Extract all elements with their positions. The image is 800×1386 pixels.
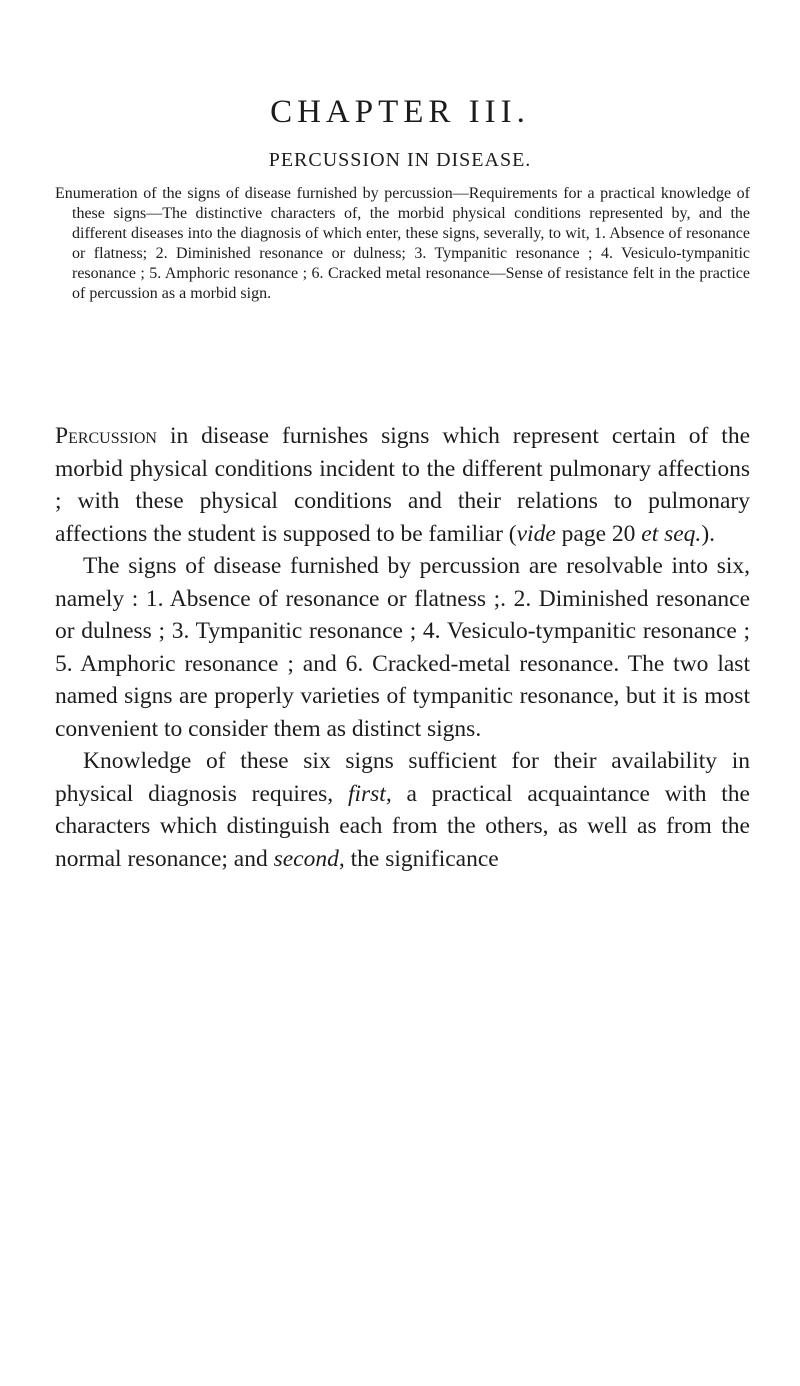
- paragraph-1: [55, 420, 750, 550]
- paragraph-3-text-b: a practical acquaintance with the characters which distinguish each from the others, as well as from the normal resonance; and: [55, 780, 750, 872]
- paragraph-1-text-b: page 20: [555, 520, 642, 547]
- paragraph-3: [55, 745, 750, 875]
- paragraph-3-second: second,: [273, 845, 345, 872]
- section-title: PERCUSSION IN DISEASE.: [268, 149, 532, 171]
- paragraph-1-text-c: ).: [701, 520, 716, 547]
- chapter-synopsis: [55, 184, 750, 304]
- paragraph-1-text-a: in disease furnishes signs which represent certain of the morbid physical conditions incident to the different pulmonary affections ; with these physical conditions and their relations to pulmonary affections the student is supposed to be familiar (: [55, 423, 750, 547]
- paragraph-1-vide: vide: [516, 520, 556, 547]
- paragraph-3-text-a: Knowledge of these six signs sufficient for their availability in physical diagnosis requires,: [55, 748, 750, 807]
- paragraph-2: The signs of disease furnished by percussion are resolvable into six, namely : 1. Absence of resonance or flatness ;. 2. Diminished resonance or dulness ; 3. Tympanitic resonance ; 4. Vesiculo-tympanitic resonance ; 5. Amphoric resonance ; and 6. Cracked-metal resonance. The two last named signs are properly varieties of tympanitic resonance, but it is most convenient to consider them as distinct signs.: [55, 553, 750, 742]
- paragraph-3-first: first,: [347, 780, 392, 807]
- body-text: [55, 420, 750, 875]
- paragraph-3-text-c: the significance: [344, 845, 499, 872]
- paragraph-1-et-seq: et seq.: [641, 520, 702, 547]
- chapter-title: CHAPTER III.: [270, 94, 530, 130]
- synopsis-text: Enumeration of the signs of disease furnished by percussion—Requirements for a practical knowledge of these signs—The distinctive characters of, the morbid physical conditions represented by, and the different diseases into the diagnosis of which enter, these signs, severally, to wit, 1. Absence of resonance or flatness; 2. Diminished resonance or dulness; 3. Tympanitic resonance ; 4. Vesiculo-tympanitic resonance ; 5. Amphoric resonance ; 6. Cracked metal resonance—Sense of resistance felt in the practice of percussion as a morbid sign.: [55, 185, 750, 302]
- paragraph-lead-word: Percussion: [55, 423, 157, 449]
